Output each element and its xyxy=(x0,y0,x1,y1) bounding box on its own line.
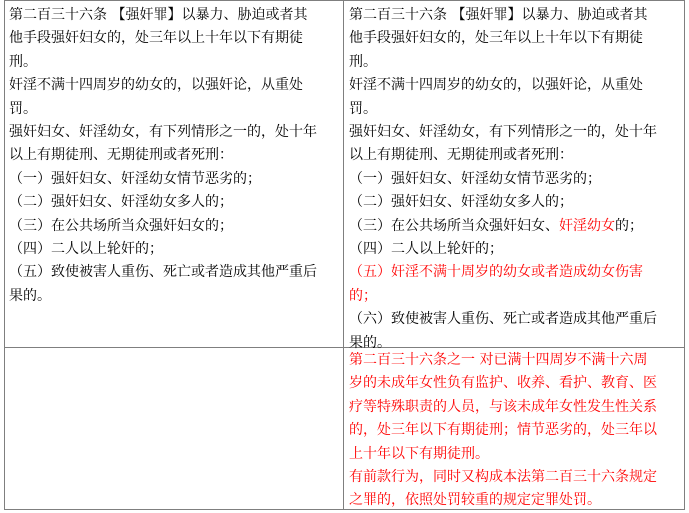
text-line: （六）致使被害人重伤、死亡或者造成其他严重后 xyxy=(349,311,657,328)
text-line: （三）在公共场所当众强奸妇女的； xyxy=(9,217,233,234)
empty-cell xyxy=(9,352,341,502)
text-line: 第二百三十六条 【强奸罪】以暴力、胁迫或者其 xyxy=(9,7,308,23)
text-line: 刑。 xyxy=(349,53,377,70)
text-line: 果的。 xyxy=(349,334,391,351)
new-article-cell xyxy=(349,349,681,513)
table-column-divider xyxy=(343,0,344,510)
original-article-cell xyxy=(9,4,341,308)
new-article-line: 疗等特殊职责的人员，与该未成年女性发生性关系 xyxy=(349,398,657,415)
text-line: 刑。 xyxy=(9,53,37,70)
text-line: （四）二人以上轮奸的； xyxy=(9,241,163,258)
table-border-top xyxy=(4,0,685,1)
amended-line: 的； xyxy=(349,287,377,304)
comparison-table xyxy=(4,0,685,510)
text-line: （二）强奸妇女、奸淫幼女多人的； xyxy=(349,194,573,211)
text-line: （二）强奸妇女、奸淫幼女多人的； xyxy=(9,194,233,211)
text-line: 罚。 xyxy=(9,100,37,117)
text-line: 他手段强奸妇女的，处三年以上十年以下有期徒 xyxy=(349,30,643,47)
new-article-line: 第二百三十六条之一 对已满十四周岁不满十六周 xyxy=(349,352,648,368)
new-article-line: 岁的未成年女性负有监护、收养、看护、教育、医 xyxy=(349,375,657,392)
new-article-line: 的，处三年以下有期徒刑；情节恶劣的，处三年以 xyxy=(349,422,657,439)
text-line: （四）二人以上轮奸的； xyxy=(349,241,503,258)
amended-line: （五）奸淫不满十周岁的幼女或者造成幼女伤害 xyxy=(349,264,643,281)
text-line: （五）致使被害人重伤、死亡或者造成其他严重后 xyxy=(9,264,317,281)
text-line: 以上有期徒刑、无期徒刑或者死刑： xyxy=(349,147,573,164)
text-line: 强奸妇女、奸淫幼女，有下列情形之一的，处十年 xyxy=(349,124,657,141)
amended-phrase: 奸淫幼女 xyxy=(559,217,615,234)
amended-article-cell xyxy=(349,4,681,355)
text-line: 果的。 xyxy=(9,287,51,304)
new-article-line: 有前款行为，同时又构成本法第二百三十六条规定 xyxy=(349,469,657,486)
table-border-right xyxy=(684,0,685,510)
text-line-with-amendment: （三）在公共场所当众强奸妇女、奸淫幼女的； xyxy=(349,217,643,234)
text-line: 奸淫不满十四周岁的幼女的，以强奸论，从重处 xyxy=(9,77,303,94)
text-line: 奸淫不满十四周岁的幼女的，以强奸论，从重处 xyxy=(349,77,643,94)
text-line: 强奸妇女、奸淫幼女，有下列情形之一的，处十年 xyxy=(9,124,317,141)
table-border-left xyxy=(4,0,5,510)
text-line: 他手段强奸妇女的，处三年以上十年以下有期徒 xyxy=(9,30,303,47)
text-line: （一）强奸妇女、奸淫幼女情节恶劣的； xyxy=(349,170,601,187)
new-article-line: 上十年以下有期徒刑。 xyxy=(349,445,489,462)
text-line: 以上有期徒刑、无期徒刑或者死刑： xyxy=(9,147,233,164)
new-article-line: 之罪的，依照处罚较重的规定定罪处罚。 xyxy=(349,492,601,509)
text-line: 第二百三十六条 【强奸罪】以暴力、胁迫或者其 xyxy=(349,7,648,23)
text-line: （一）强奸妇女、奸淫幼女情节恶劣的； xyxy=(9,170,261,187)
text-line: 罚。 xyxy=(349,100,377,117)
